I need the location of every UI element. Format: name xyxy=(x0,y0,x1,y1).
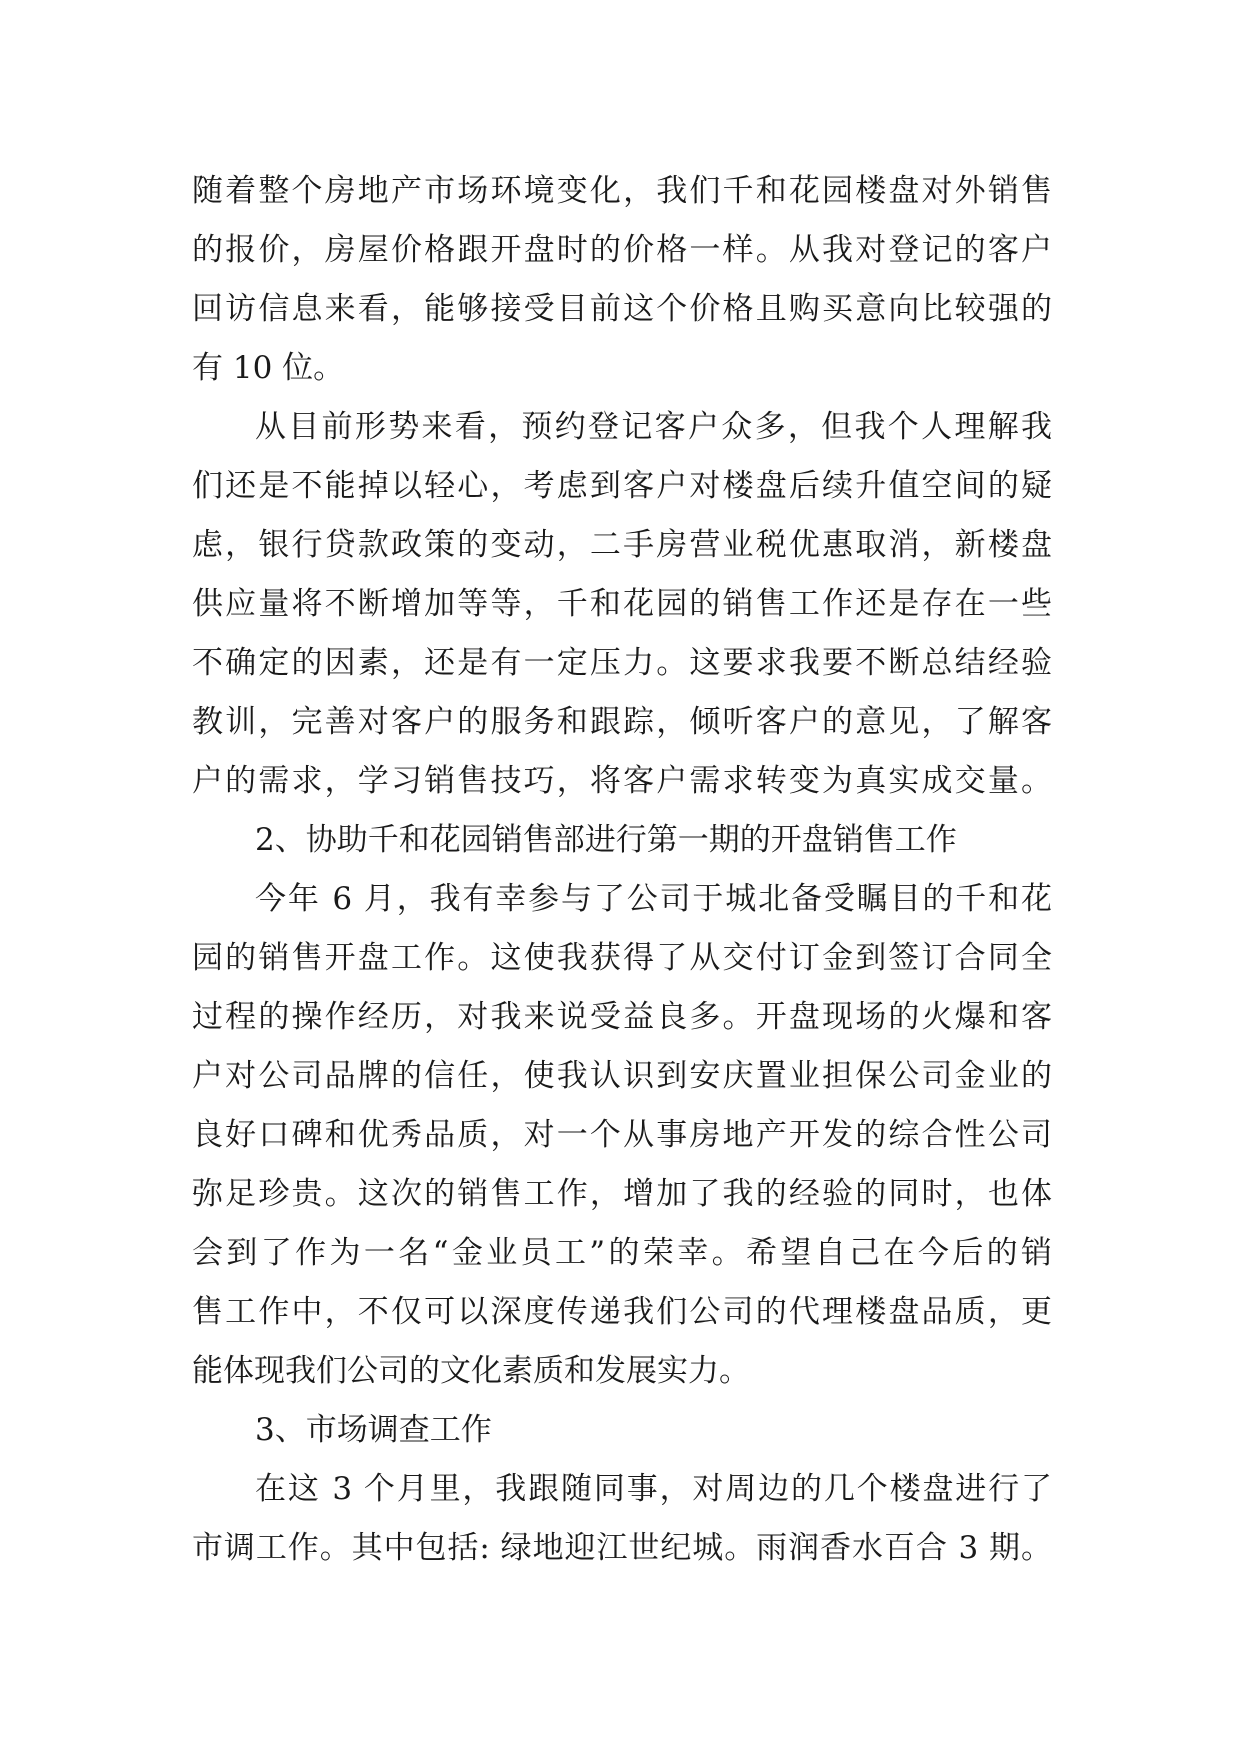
text-line: 户的需求，学习销售技巧，将客户需求转变为真实成交量。 xyxy=(192,763,1052,799)
text-line: 教训，完善对客户的服务和跟踪，倾听客户的意见，了解客 xyxy=(192,704,1052,740)
text-line: 有 10 位。 xyxy=(192,350,345,386)
text-line: 售工作中，不仅可以深度传递我们公司的代理楼盘品质，更 xyxy=(192,1294,1052,1330)
text-line: 能体现我们公司的文化素质和发展实力。 xyxy=(192,1353,750,1389)
document-body xyxy=(192,162,1052,1578)
text-line: 2、协助千和花园销售部进行第一期的开盘销售工作 xyxy=(255,822,957,858)
text-line: 弥足珍贵。这次的销售工作，增加了我的经验的同时，也体 xyxy=(192,1176,1052,1212)
text-line: 随着整个房地产市场环境变化，我们千和花园楼盘对外销售 xyxy=(192,173,1052,209)
text-line: 回访信息来看，能够接受目前这个价格且购买意向比较强的 xyxy=(192,291,1052,327)
text-line: 户对公司品牌的信任，使我认识到安庆置业担保公司金业的 xyxy=(192,1058,1052,1094)
text-line: 过程的操作经历，对我来说受益良多。开盘现场的火爆和客 xyxy=(192,999,1052,1035)
text-line: 园的销售开盘工作。这使我获得了从交付订金到签订合同全 xyxy=(192,940,1052,976)
text-line: 们还是不能掉以轻心，考虑到客户对楼盘后续升值空间的疑 xyxy=(192,468,1052,504)
text-line: 从目前形势来看，预约登记客户众多，但我个人理解我 xyxy=(255,409,1052,445)
text-line: 供应量将不断增加等等，千和花园的销售工作还是存在一些 xyxy=(192,586,1052,622)
text-line: 今年 6 月，我有幸参与了公司于城北备受瞩目的千和花 xyxy=(255,881,1052,917)
text-line: 虑，银行贷款政策的变动，二手房营业税优惠取消，新楼盘 xyxy=(192,527,1052,563)
text-line: 良好口碑和优秀品质，对一个从事房地产开发的综合性公司 xyxy=(192,1117,1052,1153)
text-line: 不确定的因素，还是有一定压力。这要求我要不断总结经验 xyxy=(192,645,1052,681)
text-line: 市调工作。其中包括: 绿地迎江世纪城。雨润香水百合 3 期。 xyxy=(192,1530,1052,1566)
text-line: 在这 3 个月里，我跟随同事，对周边的几个楼盘进行了 xyxy=(255,1471,1052,1507)
text-line: 的报价，房屋价格跟开盘时的价格一样。从我对登记的客户 xyxy=(192,232,1052,268)
text-line: 会到了作为一名“金业员工”的荣幸。希望自己在今后的销 xyxy=(192,1235,1052,1271)
text-line: 3、市场调查工作 xyxy=(255,1412,492,1448)
